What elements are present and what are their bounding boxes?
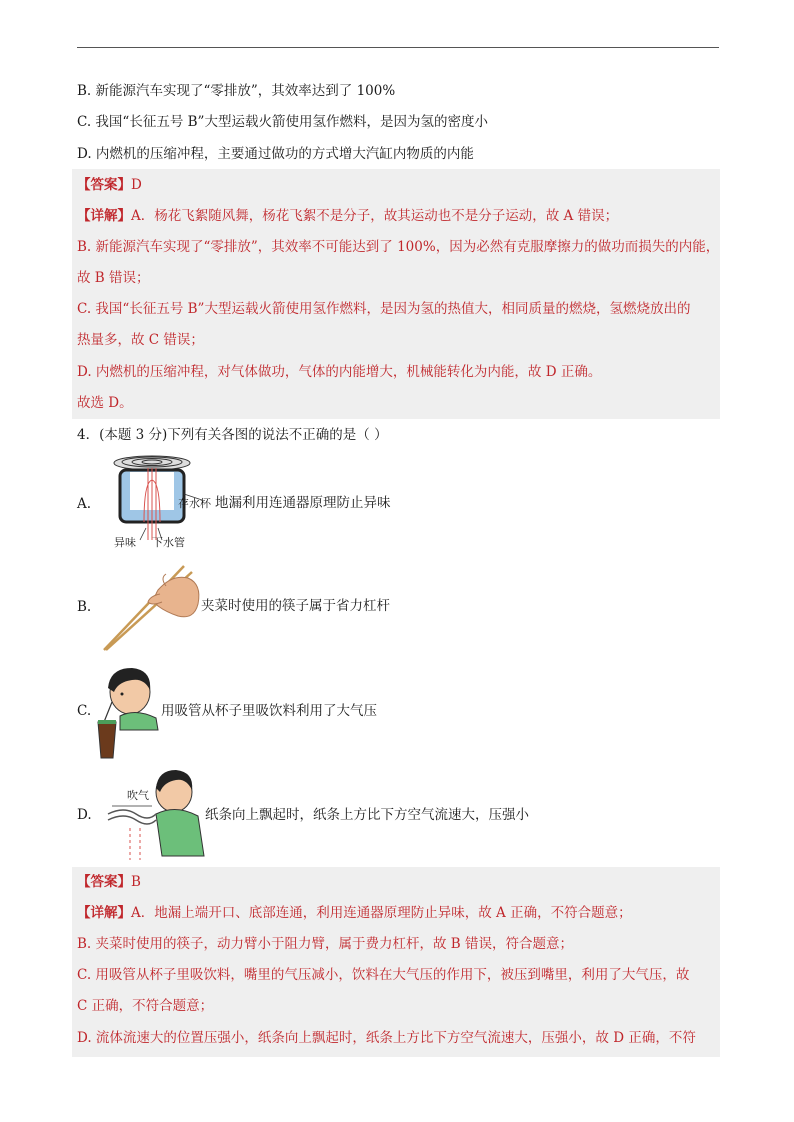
q3-answer — [77, 175, 142, 195]
answer-tag: 【答案】 — [77, 177, 131, 193]
q4-detail-line: C 正确，不符合题意； — [77, 998, 214, 1014]
q3-option-d: D. 内燃机的压缩冲程，主要通过做功的方式增大汽缸内物质的内能 — [77, 146, 474, 162]
chopsticks-hand-figure — [100, 560, 206, 652]
q4-option-c-label: C. — [77, 703, 92, 719]
fig-label-blow: 吹气 — [127, 789, 149, 802]
answer-value: B — [131, 874, 141, 890]
detail-tag: 【详解】 — [77, 208, 131, 224]
boy-blowing-paper-figure — [100, 766, 208, 862]
q4-option-b-text: 夹菜时使用的筷子属于省力杠杆 — [201, 598, 390, 614]
header-rule — [77, 47, 719, 48]
q4-option-c-text: 用吸管从杯子里吸饮料利用了大气压 — [161, 703, 377, 719]
q3-option-b: B. 新能源汽车实现了“零排放”，其效率达到了 100% — [77, 83, 396, 99]
fig-label-water-cup: 存水杯 — [178, 497, 211, 510]
q4-stem: 4．(本题 3 分)下列有关各图的说法不正确的是（ ） — [77, 427, 388, 443]
q3-option-c: C. 我国“长征五号 B”大型运载火箭使用氢作燃料，是因为氢的密度小 — [77, 114, 488, 130]
q4-detail-line: B. 夹菜时使用的筷子，动力臂小于阻力臂，属于费力杠杆，故 B 错误，符合题意； — [77, 936, 574, 952]
boy-drinking-figure — [96, 664, 162, 760]
fig-label-odor: 异味 — [114, 536, 136, 549]
q4-answer — [77, 872, 141, 892]
q3-detail-line: 热量多，故 C 错误； — [77, 332, 204, 348]
q3-detail-line: 故选 D。 — [77, 395, 133, 411]
q4-option-d-text: 纸条向上飘起时，纸条上方比下方空气流速大，压强小 — [205, 807, 529, 823]
q3-detail-line: D. 内燃机的压缩冲程，对气体做功，气体的内能增大，机械能转化为内能，故 D 正确。 — [77, 364, 602, 380]
answer-tag: 【答案】 — [77, 874, 131, 890]
q3-detail-line: 故 B 错误； — [77, 270, 150, 286]
q4-detail-line: D. 流体流速大的位置压强小，纸条向上飘起时，纸条上方比下方空气流速大，压强小，故 D 正确，不符 — [77, 1030, 696, 1046]
q4-detail-line: 【详解】A．地漏上端开口、底部连通，利用连通器原理防止异味，故 A 正确，不符合题意； — [77, 905, 632, 921]
q3-detail-line: C. 我国“长征五号 B”大型运载火箭使用氢作燃料，是因为氢的热值大，相同质量的燃烧，氢燃烧放出的 — [77, 301, 691, 317]
q3-detail-line: 【详解】A．杨花飞絮随风舞，杨花飞絮不是分子，故其运动也不是分子运动，故 A 错误； — [77, 208, 619, 224]
detail-tag: 【详解】 — [77, 905, 131, 921]
q4-option-a-label: A. — [77, 496, 92, 512]
fig-label-drain-pipe: 下水管 — [152, 536, 185, 549]
q3-detail-line: B. 新能源汽车实现了“零排放”，其效率不可能达到了 100%，因为必然有克服摩擦力的做功而损失的内能， — [77, 239, 720, 255]
q4-option-a-text: 地漏利用连通器原理防止异味 — [215, 495, 391, 511]
q4-option-d-label: D. — [77, 807, 92, 823]
answer-value: D — [131, 177, 142, 193]
q4-detail-line: C. 用吸管从杯子里吸饮料，嘴里的气压减小，饮料在大气压的作用下，被压到嘴里，利用了大气压，故 — [77, 967, 690, 983]
q4-option-b-label: B. — [77, 599, 92, 615]
